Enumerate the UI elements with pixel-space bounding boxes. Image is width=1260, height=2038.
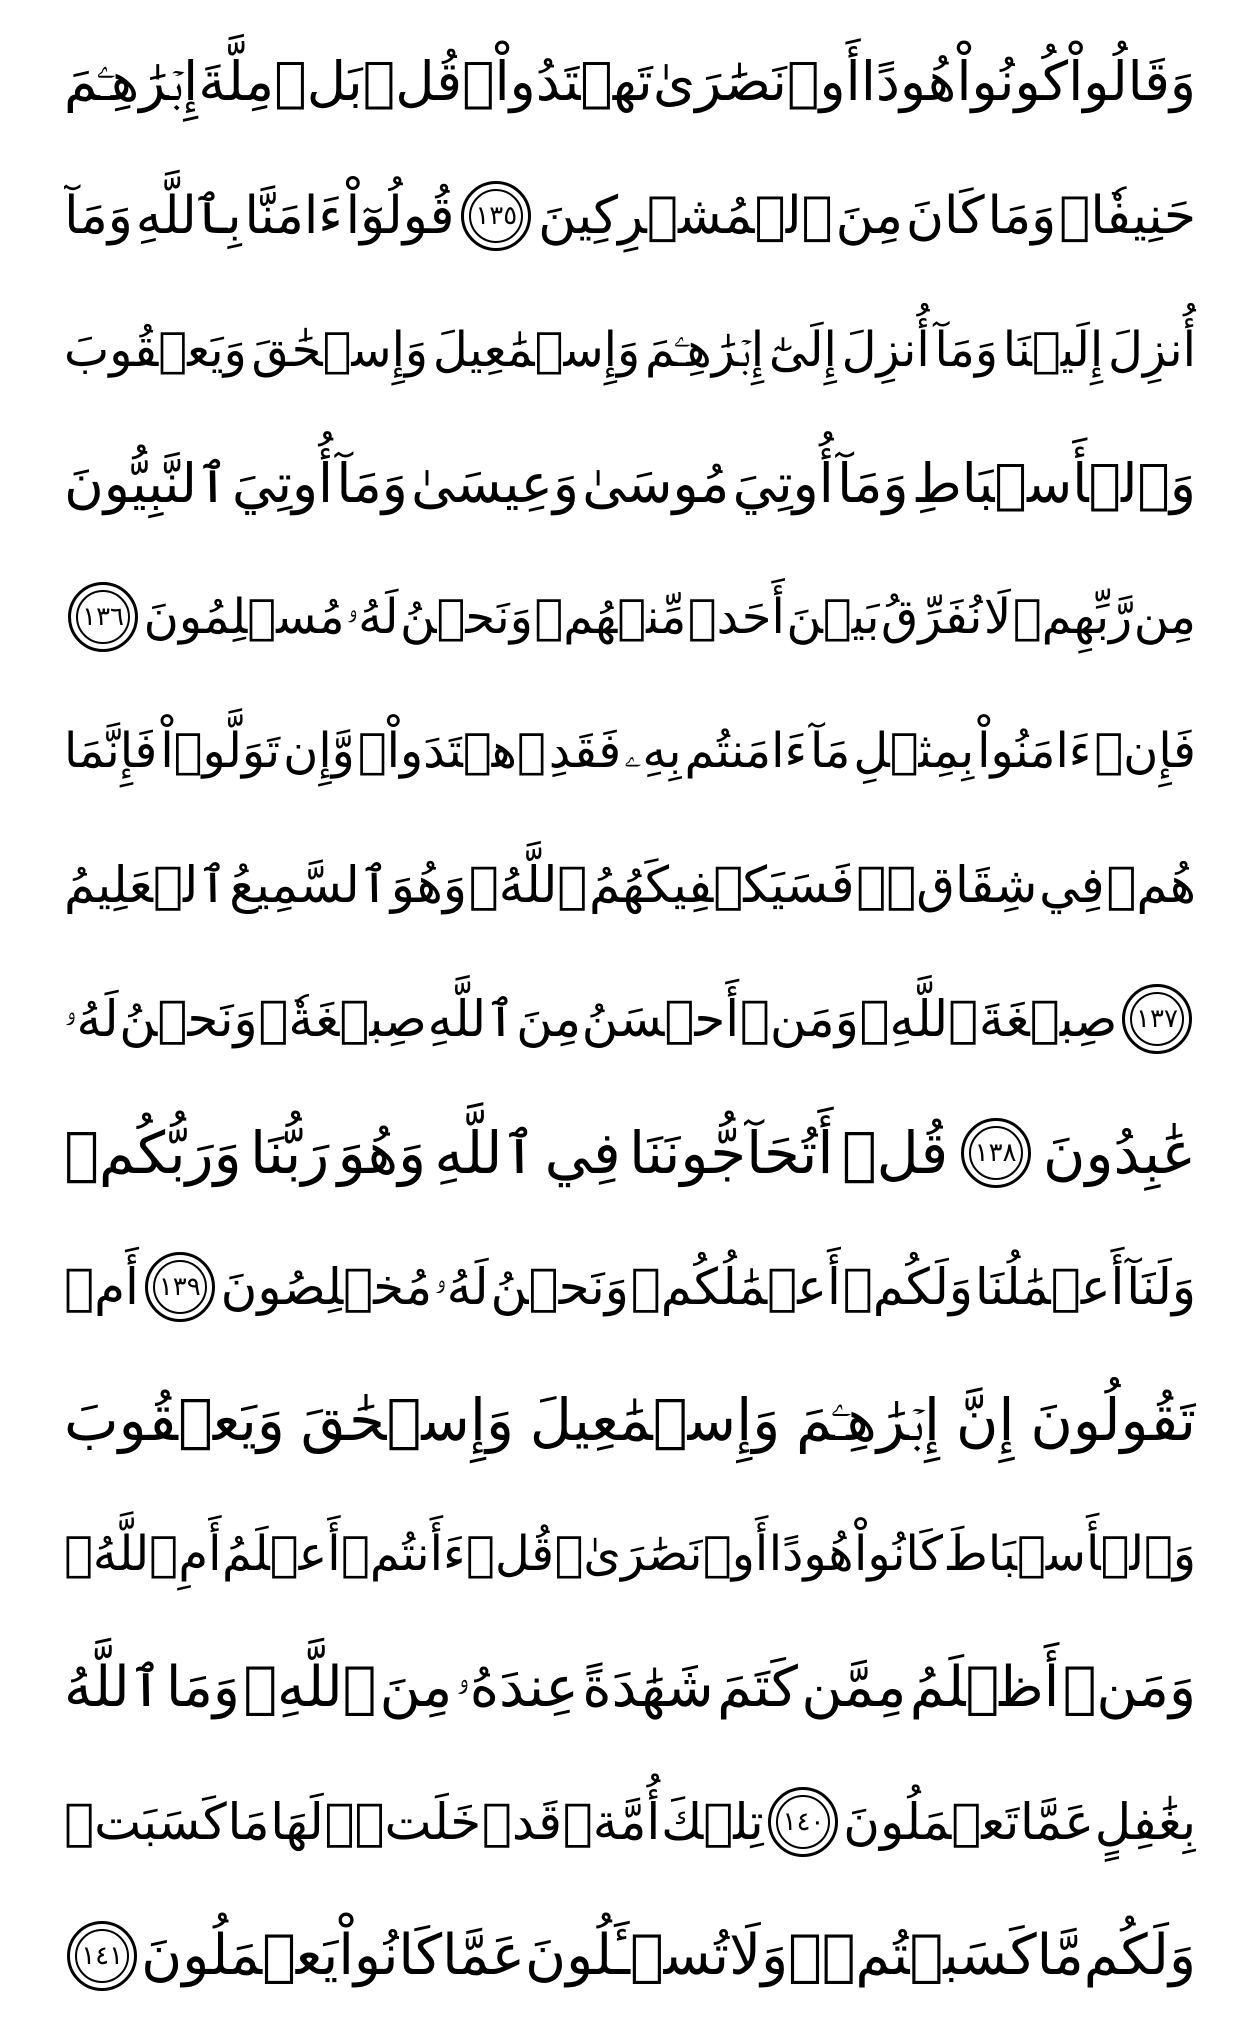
text-line-7 — [64, 831, 1196, 939]
word: تُسۡـَٔلُونَ — [524, 1922, 730, 1988]
ayah-end-marker — [961, 1118, 1031, 1188]
word: عَمَّا — [1020, 1792, 1095, 1851]
word: ٱللَّهُۚ — [468, 856, 588, 915]
word: ٱللَّهِ — [434, 1118, 537, 1187]
word: وَإِسۡحَٰقَ — [300, 1386, 515, 1455]
ayah-number: ١٣٥ — [475, 200, 518, 231]
ayah-end-marker — [1122, 984, 1192, 1054]
text-line-14 — [64, 1768, 1196, 1876]
word: رَّبِّهِمۡ — [1012, 589, 1133, 646]
ayah-end-marker — [67, 1921, 137, 1991]
word: أَعۡمَٰلُكُمۡ — [630, 1257, 841, 1316]
word: ٱلۡعَلِيمُ — [64, 856, 228, 915]
word: وَنَحۡنُ — [119, 989, 258, 1048]
word: ٱلسَّمِيعُ — [229, 856, 390, 915]
word: تِلۡكَ — [661, 1792, 764, 1851]
word: مُخۡلِصُونَ — [220, 1257, 433, 1316]
word: وَإِسۡحَٰقَ — [251, 321, 429, 378]
word: وَلَنَآ — [1126, 1257, 1196, 1316]
word: شَهَٰدَةً — [582, 1655, 714, 1721]
word: وَمَا — [165, 1655, 240, 1721]
word: أَعۡمَٰلُنَا — [974, 1257, 1125, 1316]
word: لَهُۥ — [64, 989, 119, 1048]
word: لَهُۥ — [346, 589, 399, 646]
word: مُسۡلِمُونَ — [143, 589, 345, 646]
word: إِلَيۡنَا — [1002, 321, 1104, 378]
word: وَنَحۡنُ — [490, 1257, 629, 1316]
text-line-12 — [64, 1500, 1196, 1608]
word: إِبۡرَٰهِـۧمَ — [796, 1386, 941, 1455]
word: عِندَهُۥ — [455, 1655, 579, 1721]
text-line-9 — [64, 1099, 1196, 1207]
word: بِغَٰفِلٍ — [1094, 1792, 1196, 1851]
word: هُودًا — [768, 1526, 854, 1583]
word: مِنَ — [379, 1655, 453, 1721]
word: ٱهۡتَدَواْۖ — [357, 723, 546, 780]
word: مَآ — [810, 723, 851, 780]
word: وَمَآ — [934, 321, 999, 378]
ayah-end-marker — [461, 181, 531, 251]
word: مِّنۡهُمۡ — [534, 589, 687, 646]
word: ٱلۡمُشۡرِكِينَ — [538, 185, 833, 246]
word: وَٱلۡأَسۡبَاطَ — [943, 1526, 1196, 1583]
word: ٱلنَّبِيُّونَ — [64, 451, 229, 515]
ayah-number: ١٣٦ — [82, 602, 125, 633]
word: مِن — [1133, 589, 1196, 646]
word: قُلۡ — [841, 1118, 949, 1187]
word: أَوۡ — [787, 50, 861, 113]
word: وَمَنۡ — [739, 989, 859, 1048]
word: قُلۡ — [466, 1526, 555, 1583]
word: وَمَآ — [837, 451, 909, 515]
word: بِٱللَّهِ — [135, 185, 242, 246]
word: أَظۡلَمُ — [909, 1655, 1060, 1721]
word: أَتُحَآجُّونَنَا — [629, 1118, 834, 1187]
word: هُودًا — [860, 50, 957, 113]
word: خَلَتۡۖ — [324, 1792, 482, 1851]
word: فَقَدِ — [548, 723, 622, 780]
word: فِي — [1039, 856, 1105, 915]
word: قُولُوٓاْ — [345, 185, 455, 246]
word: بَيۡنَ — [786, 589, 880, 646]
word: أَحۡسَنُ — [581, 989, 740, 1048]
word: عَمَّا — [442, 1922, 525, 1988]
word: وَإِسۡمَٰعِيلَ — [529, 1386, 781, 1455]
word: مَا — [227, 1792, 270, 1851]
word: هُمۡ — [1106, 856, 1196, 915]
word: وَيَعۡقُوبَ — [64, 1386, 285, 1455]
word: صِبۡغَةٗۖ — [258, 989, 427, 1048]
word: وَإِسۡمَٰعِيلَ — [432, 321, 641, 378]
word: تَعۡمَلُونَ — [843, 1792, 1020, 1851]
word: رَبُّنَا — [249, 1118, 330, 1187]
word: وَمَآ — [336, 451, 408, 515]
word: وَيَعۡقُوبَ — [64, 321, 247, 378]
word: كَانَ — [905, 185, 985, 246]
word: نُفَرِّقُ — [881, 589, 983, 646]
word: وَهُوَ — [337, 1118, 427, 1187]
word: أُوتِيَ — [231, 451, 334, 515]
word: ءَامَنتُم — [684, 723, 808, 780]
word: إِنَّ — [955, 1386, 1015, 1455]
word: أُمَّةٞ — [562, 1792, 661, 1851]
ayah-number: ١٣٧ — [1136, 1003, 1178, 1034]
word: أُنزِلَ — [1107, 321, 1196, 378]
word: أَمِ — [178, 1526, 222, 1583]
word: نَصَٰرَىٰۗ — [554, 1526, 703, 1583]
word: ٱللَّهُ — [64, 1655, 163, 1721]
word: إِبۡرَٰهِـۧمَ — [64, 50, 199, 113]
word: ٱللَّهِ — [427, 989, 516, 1048]
text-line-3 — [64, 296, 1196, 404]
word: لَهَا — [270, 1792, 324, 1851]
word: وَلَا — [729, 1922, 789, 1988]
word: ءَامَنَّا — [244, 185, 343, 246]
ayah-end-marker — [768, 1787, 838, 1857]
ayah-end-marker — [145, 1252, 215, 1322]
text-line-10 — [64, 1233, 1196, 1341]
word: إِبۡرَٰهِـۧمَ — [644, 321, 765, 378]
word: تَقُولُونَ — [1030, 1386, 1196, 1455]
text-line-8 — [64, 965, 1196, 1073]
word: حَنِيفٗاۖ — [1059, 185, 1196, 246]
text-line-5 — [64, 563, 1196, 671]
word: مِنَ — [516, 989, 581, 1048]
word: أُوتِيَ — [732, 451, 834, 515]
word: مَّا — [1036, 1922, 1084, 1988]
ayah-end-marker — [68, 582, 138, 652]
ayah-number: ١٤١ — [81, 1940, 124, 1971]
word: ٱللَّهُۗ — [64, 1526, 178, 1583]
ayah-number: ١٤٠ — [782, 1806, 825, 1837]
text-line-1 — [64, 28, 1196, 136]
text-line-11 — [64, 1366, 1196, 1474]
word: صِبۡغَةَ — [978, 989, 1118, 1048]
word: ٱللَّهِۖ — [859, 989, 979, 1048]
word: لَا — [983, 589, 1012, 646]
text-line-13 — [64, 1634, 1196, 1742]
word: وَمَآ — [64, 185, 133, 246]
text-line-6 — [64, 697, 1196, 805]
word: أَحَدٖ — [687, 589, 785, 646]
word: أُنزِلَ — [841, 321, 930, 378]
word: أَمۡ — [64, 1257, 139, 1316]
word: وَرَبُّكُمۡ — [64, 1118, 242, 1187]
text-line-15 — [64, 1902, 1196, 2010]
word: بِهِۦ — [624, 723, 682, 780]
word: إِلَىٰٓ — [768, 321, 837, 378]
word: مِلَّةَ — [198, 50, 275, 113]
word: وَهُوَ — [390, 856, 468, 915]
word: وَلَكُم — [1083, 1922, 1196, 1988]
word: تَهۡتَدُواْۗ — [462, 50, 653, 113]
word: فَإِنۡ — [1094, 723, 1196, 780]
word: مِنَ — [835, 185, 904, 246]
word: وَعِيسَىٰ — [411, 451, 579, 515]
word: قَدۡ — [481, 1792, 563, 1851]
ayah-number: ١٣٨ — [974, 1137, 1017, 1168]
word: لَهُۥ — [434, 1257, 489, 1316]
word: يَعۡمَلُونَ — [141, 1922, 339, 1988]
word: وَلَكُمۡ — [842, 1257, 974, 1316]
ayah-number: ١٣٩ — [158, 1271, 201, 1302]
word: كَسَبۡتُمۡۖ — [788, 1922, 1037, 1988]
text-line-4 — [64, 430, 1196, 538]
word: كُونُواْ — [956, 50, 1069, 113]
word: فَإِنَّمَا — [64, 723, 158, 780]
word: كَسَبَتۡ — [64, 1792, 227, 1851]
word: وَمَنۡ — [1062, 1655, 1196, 1721]
word: فَسَيَكۡفِيكَهُمُ — [588, 856, 855, 915]
word: نَصَٰرَىٰ — [652, 50, 787, 113]
word: قُلۡ — [362, 50, 463, 113]
word: وَٱلۡأَسۡبَاطِ — [911, 451, 1196, 515]
text-line-2 — [64, 162, 1196, 270]
word: شِقَاقٖۖ — [856, 856, 1038, 915]
word: ٱللَّهِۗ — [243, 1655, 377, 1721]
word: أَوۡ — [702, 1526, 769, 1583]
word: أَعۡلَمُ — [221, 1526, 341, 1583]
word: وَّإِن — [283, 723, 355, 780]
word: بَلۡ — [274, 50, 363, 113]
word: كَتَمَ — [717, 1655, 798, 1721]
word: ءَامَنُواْ — [977, 723, 1092, 780]
word: كَانُواْ — [854, 1526, 943, 1583]
word: وَقَالُواْ — [1068, 50, 1196, 113]
word: ءَأَنتُمۡ — [341, 1526, 466, 1583]
word: وَمَا — [987, 185, 1057, 246]
word: بِمِثۡلِ — [853, 723, 975, 780]
word: فِي — [544, 1118, 621, 1187]
word: عَٰبِدُونَ — [1042, 1118, 1196, 1187]
word: مِمَّن — [801, 1655, 907, 1721]
word: وَنَحۡنُ — [400, 589, 533, 646]
word: مُوسَىٰ — [582, 451, 730, 515]
word: كَانُواْ — [338, 1922, 443, 1988]
word: تَوَلَّوۡاْ — [160, 723, 281, 780]
